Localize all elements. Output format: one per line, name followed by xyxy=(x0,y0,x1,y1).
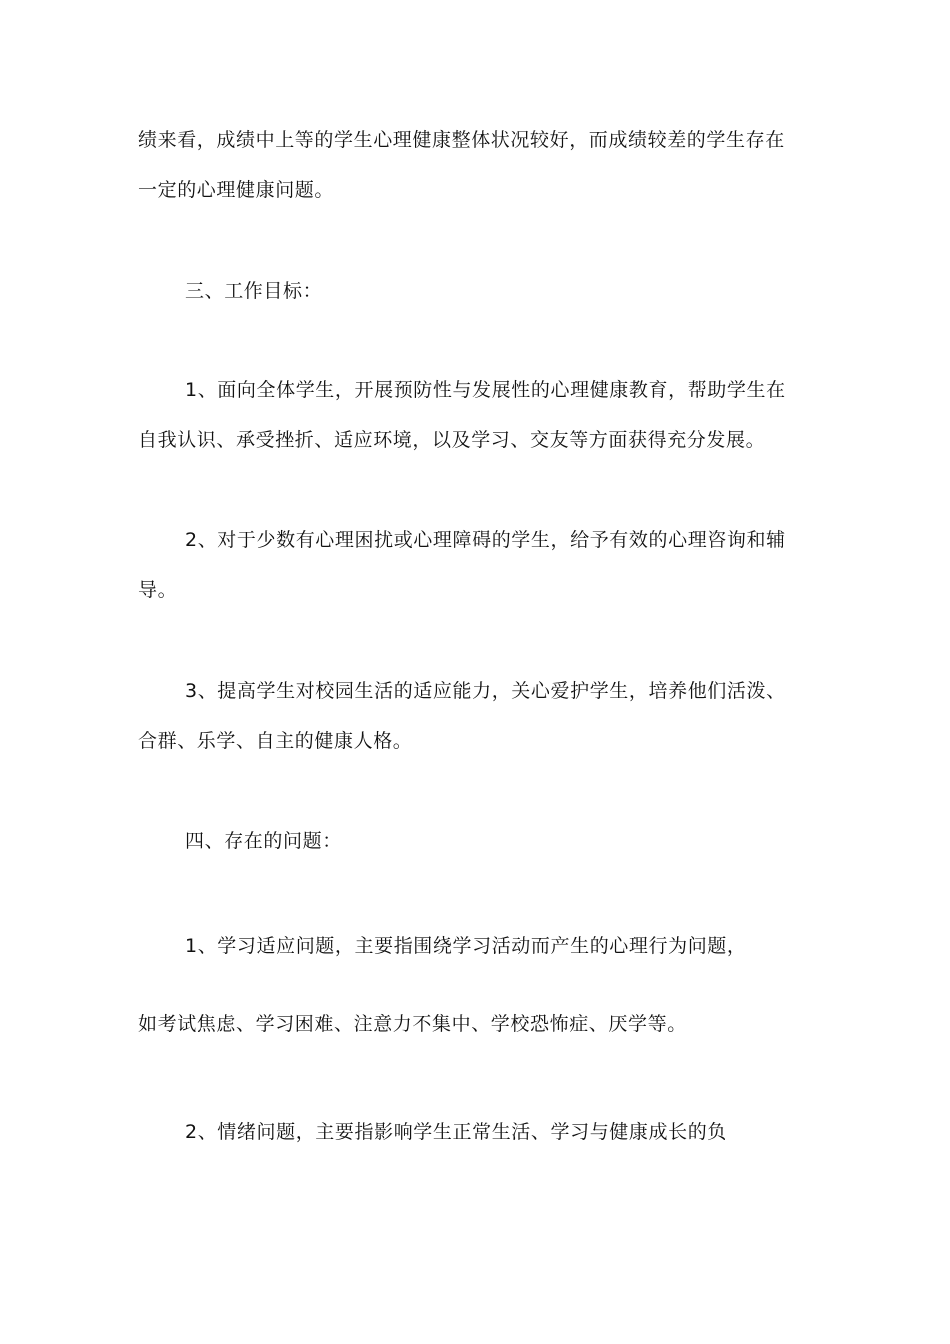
paragraph-line: 1、学习适应问题，主要指围绕学习活动而产生的心理行为问题， xyxy=(185,935,747,957)
paragraph-line: 如考试焦虑、学习困难、注意力不集中、学校恐怖症、厌学等。 xyxy=(138,1013,687,1035)
paragraph-line: 3、提高学生对校园生活的适应能力，关心爱护学生，培养他们活泼、 xyxy=(185,680,786,702)
paragraph-line: 绩来看，成绩中上等的学生心理健康整体状况较好，而成绩较差的学生存在 xyxy=(138,129,785,151)
paragraph-line: 自我认识、承受挫折、适应环境，以及学习、交友等方面获得充分发展。 xyxy=(138,429,766,451)
paragraph-line: 一定的心理健康问题。 xyxy=(138,179,335,201)
paragraph-line: 合群、乐学、自主的健康人格。 xyxy=(138,730,413,752)
paragraph-line: 2、情绪问题，主要指影响学生正常生活、学习与健康成长的负 xyxy=(185,1121,727,1143)
section-heading-goals: 三、工作目标： xyxy=(185,280,323,302)
section-heading-problems: 四、存在的问题： xyxy=(185,830,342,852)
paragraph-line: 1、面向全体学生，开展预防性与发展性的心理健康教育，帮助学生在 xyxy=(185,379,786,401)
paragraph-line: 2、对于少数有心理困扰或心理障碍的学生，给予有效的心理咨询和辅 xyxy=(185,529,786,551)
paragraph-line: 导。 xyxy=(138,579,178,601)
